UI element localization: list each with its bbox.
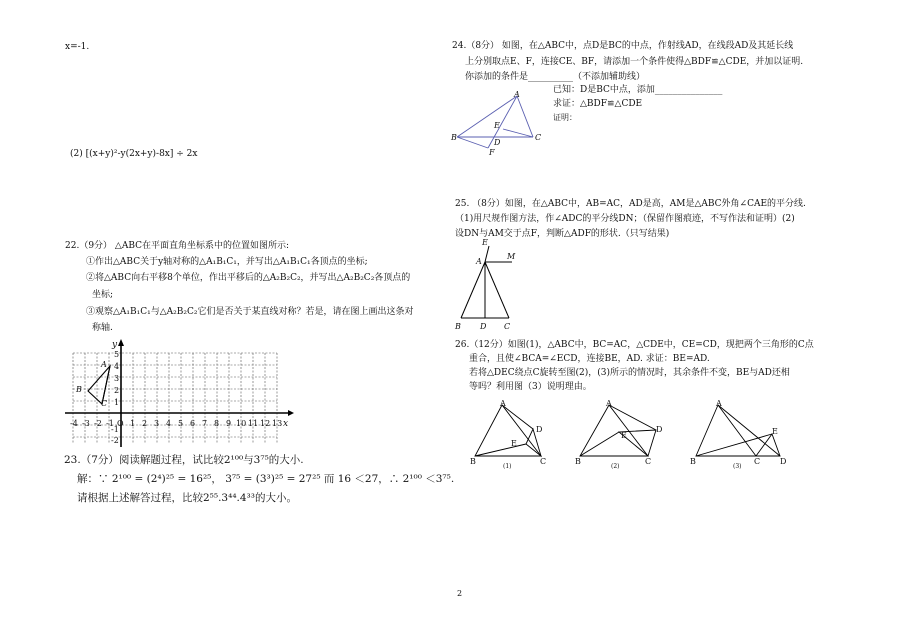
q26-f2-a: A [606, 399, 612, 408]
x-tick: -4 [70, 419, 78, 428]
q25-label-e: E [482, 238, 488, 247]
x-tick: 7 [202, 419, 208, 428]
x-tick: 9 [226, 419, 232, 428]
x-tick: 4 [166, 419, 172, 428]
x-tick: 5 [178, 419, 184, 428]
x-tick: -2 [94, 419, 102, 428]
q26-f3-d: D [780, 457, 787, 466]
page-number: 2 [457, 589, 463, 598]
q26-f3-c: C [754, 457, 761, 466]
q26-f3-b: B [690, 457, 696, 466]
q25-line2: （1)用尺规作图方法，作∠ADC的平分线DN；（保留作图痕迹，不写作法和证明）(2) [455, 214, 795, 224]
q24-prove: 求证：△BDF≌△CDE [553, 99, 643, 109]
q22-item1: ①作出△ABC关于y轴对称的△A₁B₁C₁，并写出△A₁B₁C₁各顶点的坐标; [86, 257, 368, 267]
x-tick-origin: O [117, 419, 124, 428]
q26-line2: 重合，且使∠BCA=∠ECD，连接BE，AD. 求证：BE=AD. [469, 354, 710, 364]
q26-caption-2: (2) [611, 463, 620, 470]
grid-point-b: B [76, 385, 82, 394]
q26-f2-b: B [575, 457, 581, 466]
q24-proof: 证明： [553, 113, 577, 122]
q25-line1: 25. （8分）如图，在△ABC中，AB=AC，AD是高，AM是△ABC外角∠CAE的平分线. [455, 199, 806, 209]
q25-line3: 设DN与AM交于点F，判断△ADF的形状.（只写结果) [455, 229, 670, 239]
q25-label-b: B [455, 322, 461, 331]
x-tick: -1 [106, 419, 114, 428]
q24-label-f: F [489, 148, 495, 157]
y-tick: 2 [114, 386, 120, 395]
q26-f1-c: C [540, 457, 547, 466]
q22-item2a: ②将△ABC向右平移8个单位，作出平移后的△A₂B₂C₂，并写出△A₂B₂C₂各顶点的 [86, 273, 411, 283]
y-tick: 3 [114, 374, 120, 383]
q23-task: 请根据上述解答过程，比较2⁵⁵.3⁴⁴.4³³的大小。 [77, 492, 297, 504]
x-tick: 10 [236, 419, 247, 428]
q26-line4: 等吗？利用图（3）说明理由。 [469, 382, 592, 392]
y-tick: 4 [114, 362, 120, 371]
q25-label-d: D [480, 322, 487, 331]
q26-f1-e: E [511, 439, 517, 448]
q24-label-b: B [451, 133, 457, 142]
y-tick: -2 [111, 436, 119, 445]
q22-item3a: ③观察△A₁B₁C₁与△A₂B₂C₂它们是否关于某直线对称？若是，请在图上画出这条对 [86, 307, 414, 317]
q26-line3: 若将△DEC绕点C旋转至图(2)，(3)所示的情况时，其余条件不变，BE与AD还相 [469, 368, 790, 378]
q26-f1-d: D [536, 425, 543, 434]
x-tick: 13 [272, 419, 283, 428]
q26-f2-e: E [621, 431, 627, 440]
q26-caption-3: (3) [733, 463, 742, 470]
q22-head: 22.（9分） △ABC在平面直角坐标系中的位置如图所示: [65, 241, 290, 251]
q23-solution: 解：∵ 2¹⁰⁰ = (2⁴)²⁵ = 16²⁵， 3⁷⁵ = (3³)²⁵ = 27²⁵ 而 16 ＜27，∴ 2¹⁰⁰ ＜3⁷⁵. [77, 473, 455, 485]
q26-f1-b: B [470, 457, 476, 466]
q24-line1: 24.（8分） 如图，在△ABC中，点D是BC的中点，作射线AD，在线段AD及其延长线 [452, 41, 794, 51]
q26-f1-a: A [500, 399, 506, 408]
q24-label-d: D [494, 138, 501, 147]
q25-label-c: C [504, 322, 511, 331]
q26-f3-a: A [716, 399, 722, 408]
q24-label-e: E [494, 121, 500, 130]
q23-head: 23.（7分）阅读解题过程，试比较2¹⁰⁰与3⁷⁵的大小. [64, 454, 304, 466]
x-tick: 1 [130, 419, 136, 428]
q25-label-m: M [507, 252, 516, 261]
q22-item2b: 坐标; [92, 290, 114, 300]
y-tick: 1 [114, 398, 120, 407]
grid-y-label: y [112, 340, 118, 350]
grid-point-a: A [101, 360, 107, 369]
grid-x-label: x [283, 419, 289, 429]
q26-caption-1: (1) [503, 463, 512, 470]
q24-known: 已知：D是BC中点，添加_______________ [553, 85, 723, 95]
q2-expression: (2) [(x+y)²-y(2x+y)-8x] ÷ 2x [70, 149, 198, 159]
q24-label-a: A [514, 90, 520, 99]
prev-answer: x=-1. [65, 42, 90, 52]
y-tick: 5 [114, 350, 120, 359]
x-tick: 6 [190, 419, 196, 428]
q26-line1: 26.（12分）如图(1)，△ABC中，BC=AC，△CDE中，CE=CD，现把两个三角形的C点 [455, 340, 814, 350]
x-tick: 12 [260, 419, 271, 428]
x-tick: 2 [142, 419, 148, 428]
q25-label-a: A [476, 257, 482, 266]
x-tick: 11 [248, 419, 259, 428]
x-tick: 3 [154, 419, 160, 428]
q24-line2: 上分别取点E、F，连接CE、BF，请添加一个条件使得△BDF≌△CDE，并加以证明. [465, 57, 804, 67]
q22-item3b: 称轴. [92, 323, 113, 333]
x-tick: 8 [214, 419, 220, 428]
q26-f2-c: C [645, 457, 652, 466]
q24-label-c: C [535, 133, 542, 142]
grid-point-c: C [101, 399, 108, 408]
y-tick: -1 [111, 425, 119, 434]
q24-line3: 你添加的条件是__________（不添加辅助线） [465, 72, 646, 82]
q26-f2-d: D [656, 425, 663, 434]
x-tick: -3 [82, 419, 90, 428]
q26-f3-e: E [772, 427, 778, 436]
